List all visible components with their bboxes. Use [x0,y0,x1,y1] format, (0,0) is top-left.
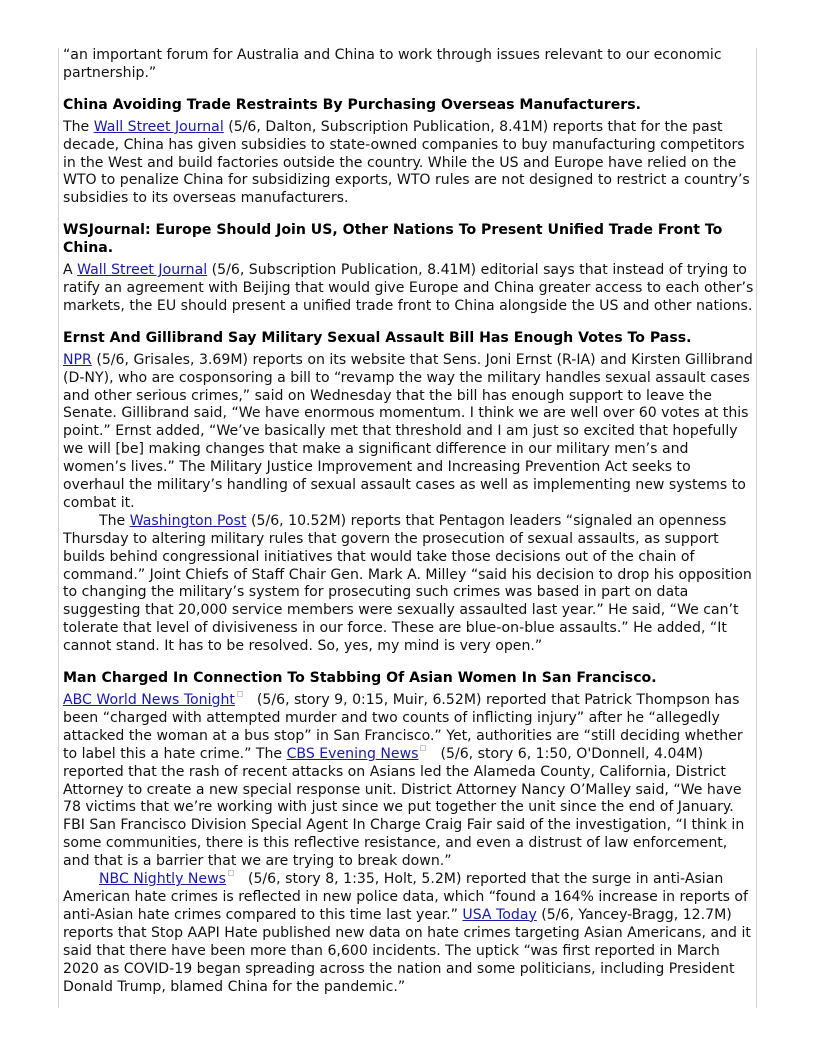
video-clip-icon[interactable] [237,691,243,697]
story-headline: Man Charged In Connection To Stabbing Of Asian Women In San Francisco. [63,670,657,687]
story-paragraph: NPR (5/6, Grisales, 3.69M) reports on its website that Sens. Joni Ernst (R-IA) and Kirsten Gillibrand (D-NY), who are cosponsoring a bill to “revamp the way the military handles sexual assault cases and other serious crimes,” said on Wednesday that the bill has enough support to leave the Senate. Gillibrand said, “We have enormous momentum. I think we are well over 60 votes at this point.” Ernst added, “We’ve basically met that threshold and I am just so excited that hopefully we will [be] making changes that make a significant difference in our military men’s and women’s lives.” The Military Justice Improvement and Increasing Prevention Act seeks to overhaul the military’s handling of sexual assault cases as well as implementing new systems to combat it. [63,351,753,511]
story-paragraph: A Wall Street Journal (5/6, Subscription Publication, 8.41M) editorial says that instead of trying to ratify an agreement with Beijing that would give Europe and China greater access to each other’s markets, the EU should present a unified trade front to China alongside the US and other nations. [63,262,754,314]
story-china-trade-restraints [63,97,755,208]
story-headline: China Avoiding Trade Restraints By Purchasing Overseas Manufacturers. [63,96,641,113]
source-link-wall-street-journal[interactable]: Wall Street Journal [93,118,224,135]
left-margin-rule [58,48,59,1008]
source-link-cbs-evening-news[interactable]: CBS Evening News [286,745,419,762]
story-paragraph: The Wall Street Journal (5/6, Dalton, Subscription Publication, 8.41M) reports that for the past decade, China has given subsidies to state-owned companies to buy manufacturing competitors in the West and build factories outside the country. While the US and Europe have relied on the WTO to penalize China for subsidizing exports, WTO rules are not designed to restrict a country’s subsidies to its overseas manufacturers. [63,118,750,207]
story-wsj-europe-trade-front [63,222,755,316]
source-link-washington-post[interactable]: Washington Post [129,512,247,529]
story-paragraph: NBC Nightly News (5/6, story 8, 1:35, Holt, 5.2M) reported that the surge in anti-Asian American hate crimes is reflected in new police data, which “found a 164% increase in reports of anti-Asian hate crimes compared to this time last year.” USA Today (5/6, Yancey-Bragg, 12.7M) reports that Stop AAPI Hate published new data on hate crimes targeting Asian Americans, and it said that there have been more than 6,600 incidents. The uptick “was first reported in March 2020 as COVID-19 began spreading across the nation and some politicians, including President Donald Trump, blamed China for the pandemic.” [63,871,751,995]
story-paragraph: ABC World News Tonight (5/6, story 9, 0:15, Muir, 6.52M) reported that Patrick Thompson has been “charged with attempted murder and two counts of inflicting injury” after he “allegedly attacked the woman at a bus stop” in San Francisco.” Yet, authorities are “still deciding whether to label this a hate crime.” The CBS Evening News (5/6, story 6, 1:50, O'Donnell, 4.04M) reported that the rash of recent attacks on Asians led the Alameda County, California, District Attorney to create a new special response unit. District Attorney Nancy O’Malley said, “We have 78 victims that we’re working with just since we put together the unit since the end of January. FBI San Francisco Division Special Agent In Charge Craig Fair said of the investigation, “I think in some communities, there is this reflective resistance, and even a distrust of law enforcement, and that is a barrier that we are trying to break down.” [63,692,745,870]
right-margin-rule [756,48,757,1008]
intro-paragraph: “an important forum for Australia and China to work through issues relevant to our economic partnership.” [63,47,722,81]
story-military-sexual-assault-bill [63,330,755,656]
source-link-npr[interactable]: NPR [63,351,92,368]
video-clip-icon[interactable] [228,870,234,876]
source-link-wall-street-journal[interactable]: Wall Street Journal [77,262,208,279]
story-headline: Ernst And Gillibrand Say Military Sexual Assault Bill Has Enough Votes To Pass. [63,329,692,346]
video-clip-icon[interactable] [420,745,426,751]
source-link-usa-today[interactable]: USA Today [462,906,537,923]
story-paragraph: The Washington Post (5/6, 10.52M) reports that Pentagon leaders “signaled an openness Thursday to altering military rules that govern the prosecution of sexual assaults, as support builds behind congressional initiatives that would take those decisions out of the chain of command.” Joint Chiefs of Staff Chair Gen. Mark A. Milley “said his decision to drop his opposition to changing the military’s system for prosecuting such crimes was based in part on data suggesting that 20,000 service members were sexually assaulted last year.” He said, “We can’t tolerate that level of divisiveness in our force. These are blue-on-blue assaults.” He added, “It cannot stand. It has to be resolved. So, yes, my mind is very open.” [63,512,752,655]
source-link-nbc-nightly-news[interactable]: NBC Nightly News [99,871,226,888]
story-headline: WSJournal: Europe Should Join US, Other Nations To Present Unified Trade Front To China. [63,222,723,257]
newsletter-body [63,47,755,996]
source-link-abc-world-news-tonight[interactable]: ABC World News Tonight [63,692,235,708]
story-stabbing-asian-women [63,670,755,996]
